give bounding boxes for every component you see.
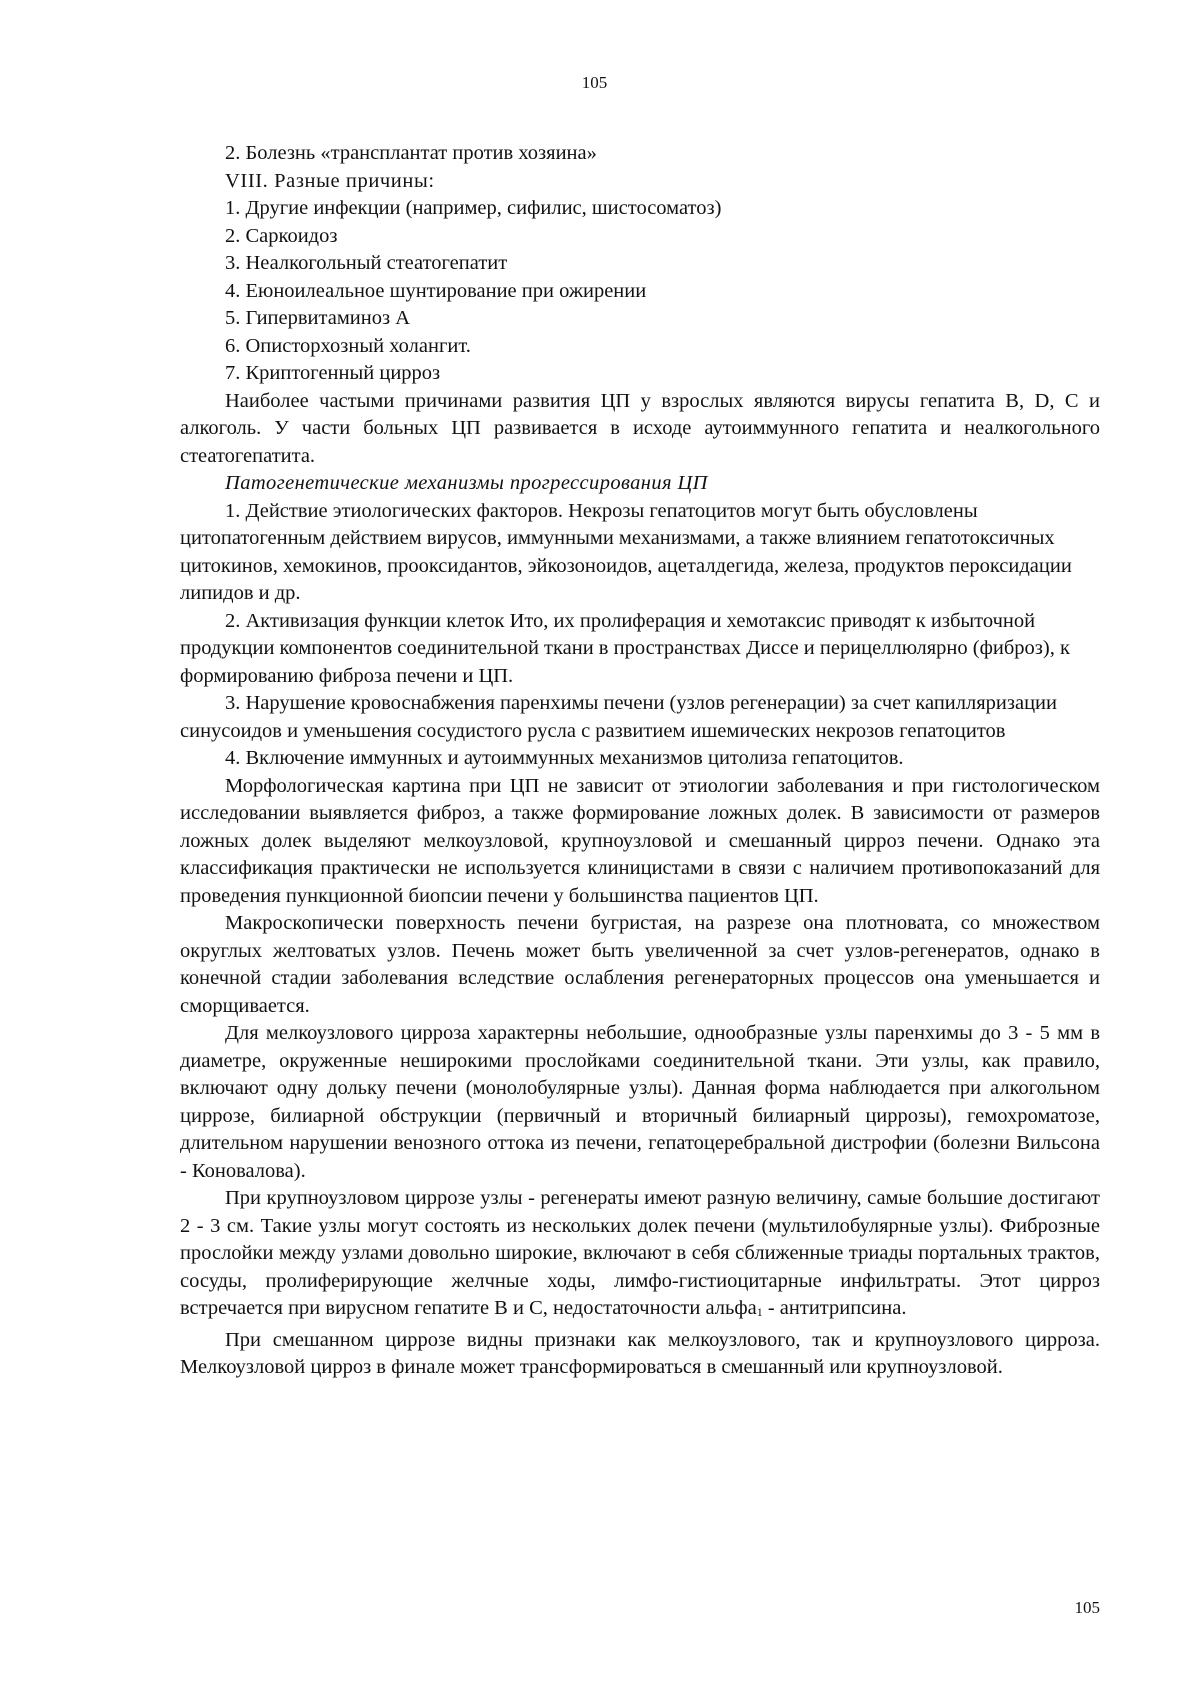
document-body (180, 140, 1100, 1382)
paragraph-small-nodular: Для мелкоузлового цирроза характерны небольшие, однообразные узлы паренхимы до 3 - 5 мм в диаметре, окруженные неширокими прослойками соединительной ткани. Эти узлы, как правило, включают одну дольку печени (монолобулярные узлы). Данная форма наблюдается при алкогольном циррозе, билиарной обструкции (первичный и вторичный билиарный циррозы), гемохроматозе, длительном нарушении венозного оттока из печени, гепатоцеребральной дистрофии (болезни Вильсона - Коновалова). (180, 1022, 1100, 1182)
heading-pathogenesis: Патогенетические механизмы прогрессирования ЦП (225, 472, 708, 494)
list-item: 6. Описторхозный холангит. (225, 334, 471, 357)
paragraph-common-causes: Наиболее частыми причинами развития ЦП у взрослых являются вирусы гепатита В, D, С и алкоголь. У части больных ЦП развивается в исходе аутоиммунного гепатита и неалкогольного стеатогепатита. (180, 389, 1100, 467)
paragraph-large-nodular-main: При крупноузловом циррозе узлы - регенераты имеют разную величину, самые большие достигают 2 - 3 см. Такие узлы могут состоять из нескольких долек печени (мультилобулярные узлы). Фиброзные прослойки между узлами довольно широкие, включают в себя сближенные триады портальных трактов, сосуды, пролиферирующие желчные ходы, лимфо-гистиоцитарные инфильтраты. Этот цирроз встречается при вирусном гепатите В и С, недостаточности альфа (180, 1187, 1100, 1319)
list-item: 5. Гипервитаминоз А (225, 307, 411, 329)
list-item: 4. Еюноилеальное шунтирование при ожирении (225, 279, 647, 302)
list-item: 7. Криптогенный цирроз (225, 362, 441, 384)
list-item: 2. Саркоидоз (225, 224, 338, 247)
page-number-bottom: 105 (1074, 1598, 1100, 1617)
section-heading: VIII. Разные причины: (225, 169, 435, 192)
mechanism-item: 2. Активизация функции клеток Ито, их пролиферация и хемотаксис приводят к избыточной продукции компонентов соединительной ткани в пространствах Диссе и перицеллюлярно (фиброз), к формированию фиброза печени и ЦП. (180, 609, 1070, 687)
page-number-top: 105 (581, 73, 608, 92)
paragraph-large-nodular (180, 1185, 1100, 1327)
paragraph-mixed: При смешанном циррозе видны признаки как мелкоузлового, так и крупноузлового цирроза. Мелкоузловой цирроз в финале может трансформироваться в смешанный или крупноузловой. (180, 1328, 1100, 1378)
mechanism-item: 3. Нарушение кровоснабжения паренхимы печени (узлов регенерации) за счет капилляризации синусоидов и уменьшения сосудистого русла с развитием ишемических некрозов гепатоцитов (180, 692, 1058, 742)
mechanism-item: 4. Включение иммунных и аутоиммунных механизмов цитолиза гепатоцитов. (225, 747, 904, 769)
subscript-index: 1 (756, 1305, 763, 1319)
list-item: 1. Другие инфекции (например, сифилис, шистосоматоз) (225, 197, 722, 219)
list-item: 2. Болезнь «трансплантат против хозяина» (225, 142, 597, 164)
paragraph-large-nodular-tail: - антитрипсина. (762, 1297, 907, 1319)
mechanism-item: 1. Действие этиологических факторов. Некрозы гепатоцитов могут быть обусловлены цитопатогенным действием вирусов, иммунными механизмами, а также влиянием гепатотоксичных цитокинов, хемокинов, прооксидантов, эйкозоноидов, ацеталдегида, железа, продуктов пероксидации липидов и др. (180, 499, 1072, 604)
paragraph-morphology: Морфологическая картина при ЦП не зависит от этиологии заболевания и при гистологическом исследовании выявляется фиброз, а также формирование ложных долек. В зависимости от размеров ложных долек выделяют мелкоузловой, крупноузловой и смешанный цирроз печени. Однако эта классификация практически не используется клиницистами в связи с наличием противопоказаний для проведения пункционной биопсии печени у большинства пациентов ЦП. (180, 774, 1100, 907)
list-item: 3. Неалкогольный стеатогепатит (225, 252, 508, 274)
paragraph-macroscopic: Макроскопически поверхность печени бугристая, на разрезе она плотновата, со множеством округлых желтоватых узлов. Печень может быть увеличенной за счет узлов-регенератов, однако в конечной стадии заболевания вследствие ослабления регенераторных процессов она уменьшается и сморщивается. (180, 912, 1100, 1017)
